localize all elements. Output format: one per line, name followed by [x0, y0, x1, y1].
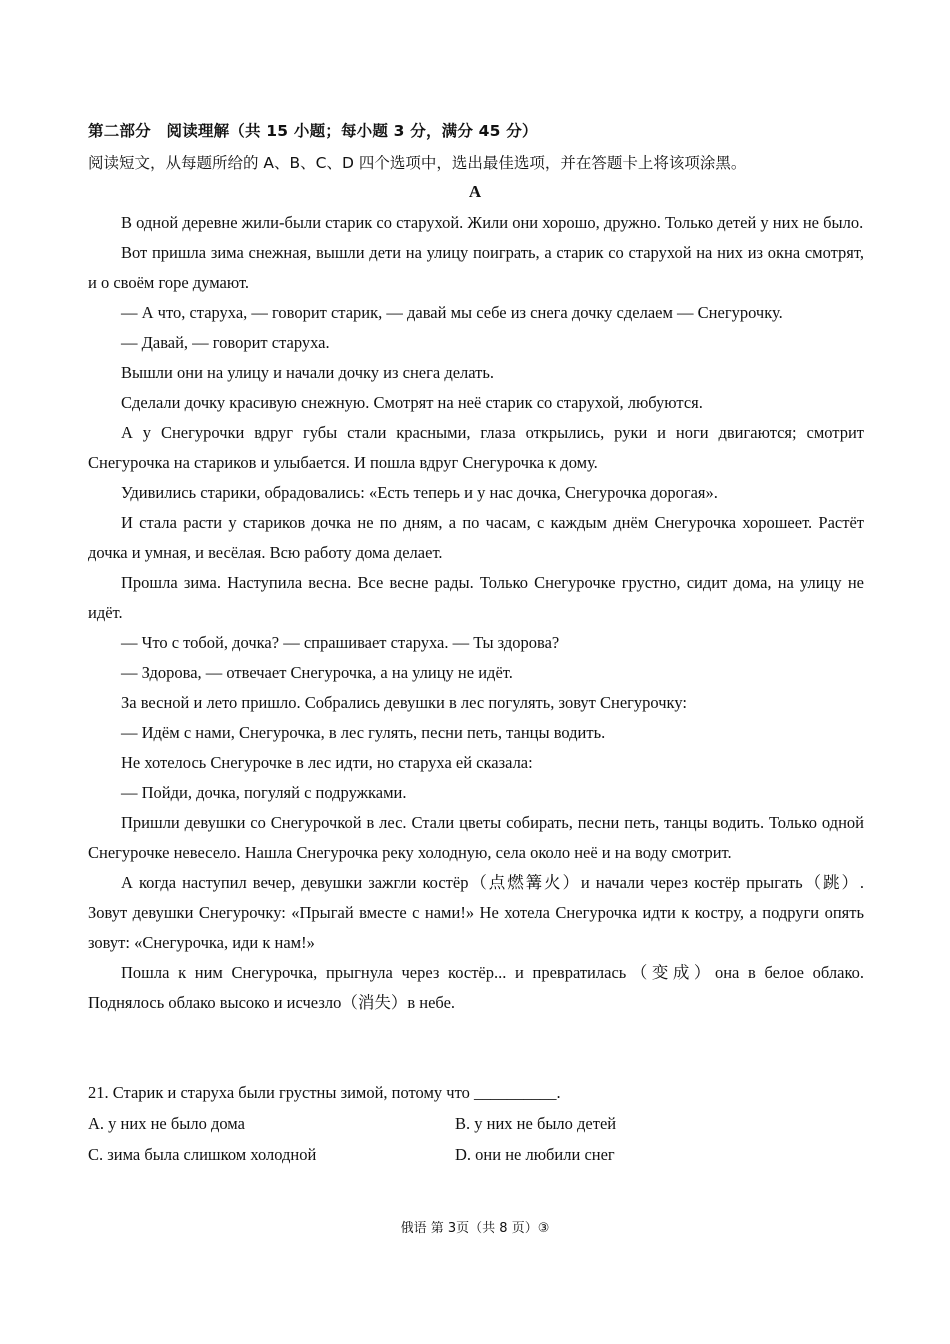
passage-paragraph: — Здорова, — отвечает Снегурочка, а на улицу не идёт. [121, 663, 513, 682]
passage-paragraph: И стала расти у стариков дочка не по дням, а по часам, с каждым днём Снегурочка хорошеет. Растёт дочка и умная, и весёлая. Всю работу дома делает. [88, 513, 864, 562]
option-d: D. они не любили снег [455, 1145, 615, 1164]
passage-letter: A [468, 182, 482, 201]
passage-paragraph: А когда наступил вечер, девушки зажгли костёр（点燃篝火）и начали через костёр прыгать（跳）. Зовут девушки Снегурочку: «Прыгай вместе с нами!» Не хотела Снегурочка идти к костру, а подруги опять зовут: «Снегурочка, иди к нам!» [88, 873, 864, 952]
answer-options [88, 1108, 864, 1170]
section-title: 第二部分 阅读理解（共 15 小题；每小题 3 分，满分 45 分） [88, 122, 538, 140]
passage-paragraph: — А что, старуха, — говорит старик, — давай мы себе из снега дочку сделаем — Снегурочку. [121, 303, 783, 322]
option-b: B. у них не было детей [455, 1114, 617, 1133]
section-instruction: 阅读短文，从每题所给的 A、B、C、D 四个选项中，选出最佳选项，并在答题卡上将该项涂黑。 [88, 154, 747, 172]
passage-paragraph: — Идём с нами, Снегурочка, в лес гулять, песни петь, танцы водить. [121, 723, 606, 742]
passage-paragraph: В одной деревне жили-были старик со старухой. Жили они хорошо, дружно. Только детей у них не было. [121, 213, 864, 232]
passage-paragraph: Прошла зима. Наступила весна. Все весне рады. Только Снегурочке грустно, сидит дома, на улицу не идёт. [88, 573, 864, 622]
option-a: A. у них не было дома [88, 1114, 245, 1133]
passage-paragraph: Вот пришла зима снежная, вышли дети на улицу поиграть, а старик со старухой на них из окна смотрят, и о своём горе думают. [88, 243, 864, 292]
passage-paragraph: Удивились старики, обрадовались: «Есть теперь и у нас дочка, Снегурочка дорогая». [121, 483, 718, 502]
question-stem: 21. Старик и старуха были грустны зимой, потому что __________. [88, 1083, 561, 1102]
passage-paragraph: А у Снегурочки вдруг губы стали красными, глаза открылись, руки и ноги двигаются; смотрит Снегурочка на стариков и улыбается. И пошла вдруг Снегурочка к дому. [88, 423, 864, 472]
option-c: C. зима была слишком холодной [88, 1145, 317, 1164]
page-footer: 俄语 第 3页（共 8 页）③ [400, 1221, 550, 1236]
question-21 [88, 1077, 864, 1170]
passage-paragraph: — Что с тобой, дочка? — спрашивает старуха. — Ты здорова? [121, 633, 560, 652]
passage-paragraph: — Пойди, дочка, погуляй с подружками. [121, 783, 407, 802]
passage-paragraph: Вышли они на улицу и начали дочку из снега делать. [121, 363, 495, 382]
passage-paragraph: За весной и лето пришло. Собрались девушки в лес погулять, зовут Снегурочку: [121, 693, 687, 712]
passage-paragraph: Пошла к ним Снегурочка, прыгнула через костёр... и превратилась（变成）она в белое облако. Поднялось облако высоко и исчезло（消失）в небе. [88, 963, 864, 1012]
passage-paragraph: Пришли девушки со Снегурочкой в лес. Стали цветы собирать, песни петь, танцы водить. Только одной Снегурочке невесело. Нашла Снегурочка реку холодную, села около неё и на воду смотрит. [88, 813, 864, 862]
reading-passage [88, 208, 864, 1018]
passage-paragraph: Не хотелось Снегурочке в лес идти, но старуха ей сказала: [121, 753, 533, 772]
passage-paragraph: — Давай, — говорит старуха. [121, 333, 330, 352]
passage-paragraph: Сделали дочку красивую снежную. Смотрят на неё старик со старухой, любуются. [121, 393, 703, 412]
